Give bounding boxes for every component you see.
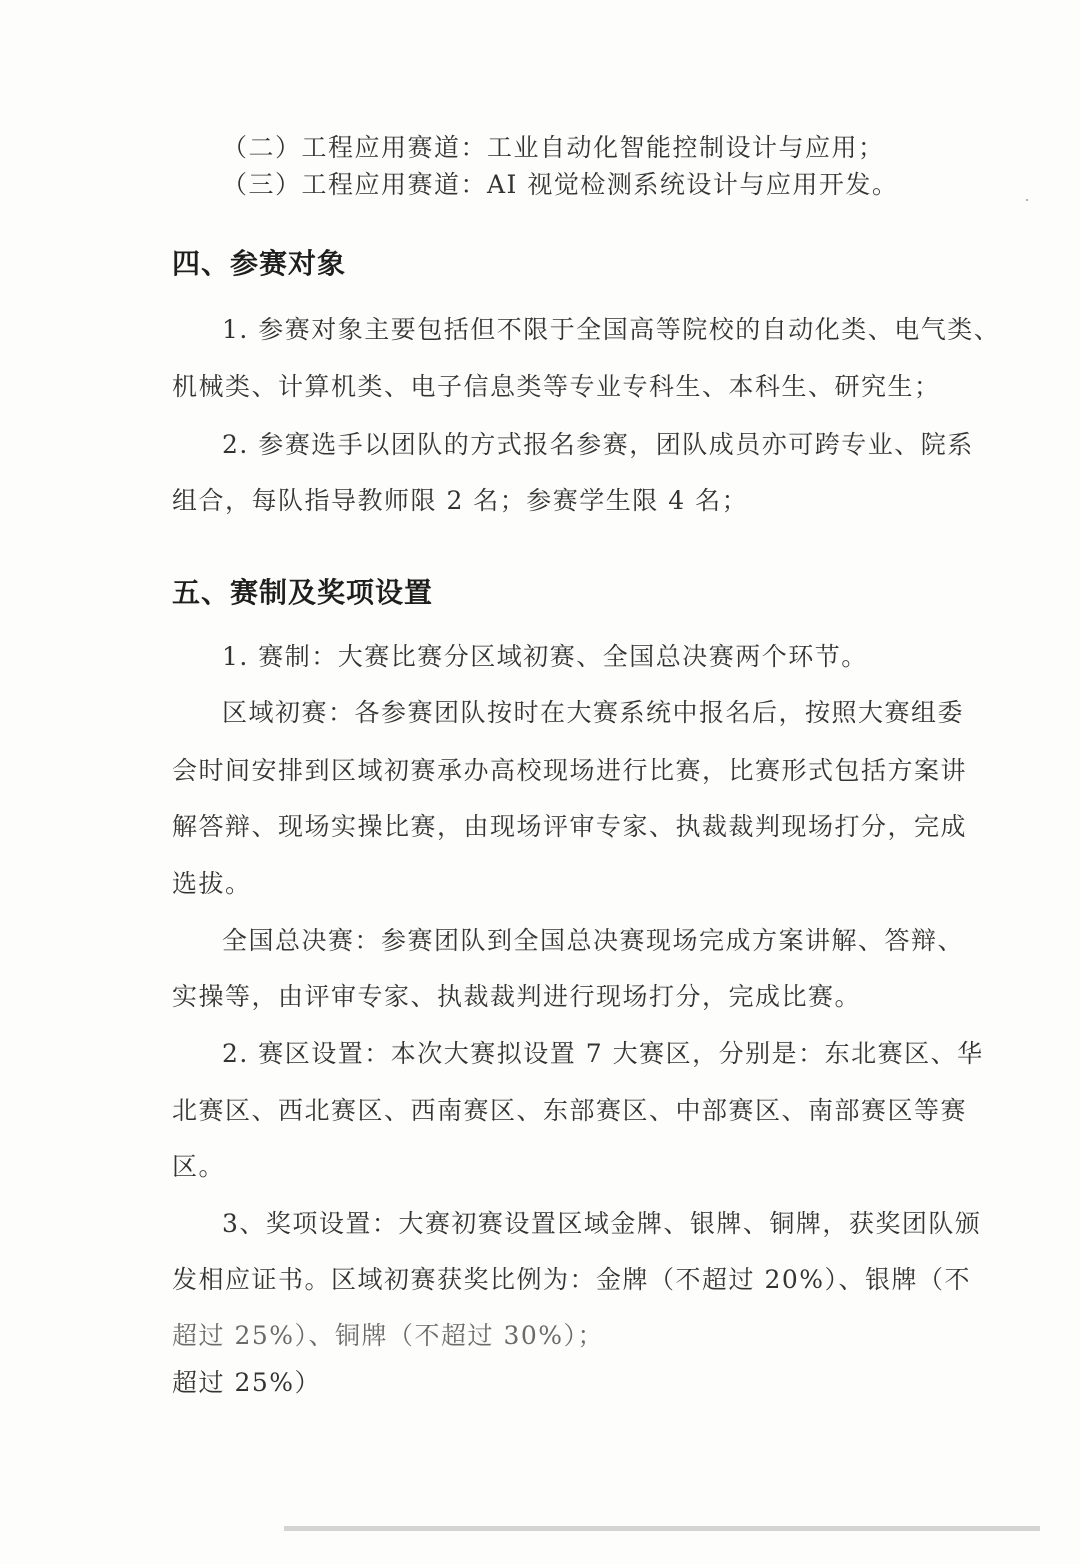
section4-paragraph: 2. 参赛选手以团队的方式报名参赛，团队成员亦可跨专业、院系: [222, 430, 974, 459]
section4-paragraph: 机械类、计算机类、电子信息类等专业专科生、本科生、研究生；: [172, 372, 941, 401]
section4-paragraph: 1. 参赛对象主要包括但不限于全国高等院校的自动化类、电气类、: [222, 315, 1001, 344]
track-line-2: （二）工程应用赛道：工业自动化智能控制设计与应用；: [222, 133, 885, 162]
section5-line: 2. 赛区设置：本次大赛拟设置 7 大赛区，分别是：东北赛区、华: [222, 1039, 984, 1068]
section5-line: 实操等，由评审专家、执裁裁判进行现场打分，完成比赛。: [172, 982, 862, 1011]
section5-line: 发相应证书。区域初赛获奖比例为：金牌（不超过 20%）、银牌（不: [172, 1265, 972, 1294]
section5-line: 选拔。: [172, 869, 252, 898]
section5-line: 全国总决赛：参赛团队到全国总决赛现场完成方案讲解、答辩、: [222, 926, 965, 955]
section5-line: 会时间安排到区域初赛承办高校现场进行比赛，比赛形式包括方案讲: [172, 756, 968, 785]
section5-line: 1. 赛制：大赛比赛分区域初赛、全国总决赛两个环节。: [222, 642, 868, 671]
section5-line: 超过 25%）、铜牌（不超过 30%）；: [172, 1321, 605, 1350]
track-line-3: （三）工程应用赛道：AI 视觉检测系统设计与应用开发。: [222, 170, 899, 199]
section4-heading: 四、参赛对象: [172, 247, 347, 280]
section5-line: 超过 25%）: [172, 1368, 322, 1397]
scan-speck: [1026, 199, 1028, 201]
section5-line: 区域初赛：各参赛团队按时在大赛系统中报名后，按照大赛组委: [222, 698, 965, 727]
section5-line: 区。: [172, 1152, 226, 1181]
section5-heading: 五、赛制及奖项设置: [172, 576, 434, 609]
section5-line: 解答辩、现场实操比赛，由现场评审专家、执裁裁判现场打分，完成: [172, 812, 968, 841]
page-edge-shadow: [284, 1526, 1040, 1531]
section5-line: 北赛区、西北赛区、西南赛区、东部赛区、中部赛区、南部赛区等赛: [172, 1096, 968, 1125]
section4-paragraph: 组合，每队指导教师限 2 名；参赛学生限 4 名；: [172, 486, 749, 515]
section5-line: 3、奖项设置：大赛初赛设置区域金牌、银牌、铜牌，获奖团队颁: [222, 1209, 982, 1238]
